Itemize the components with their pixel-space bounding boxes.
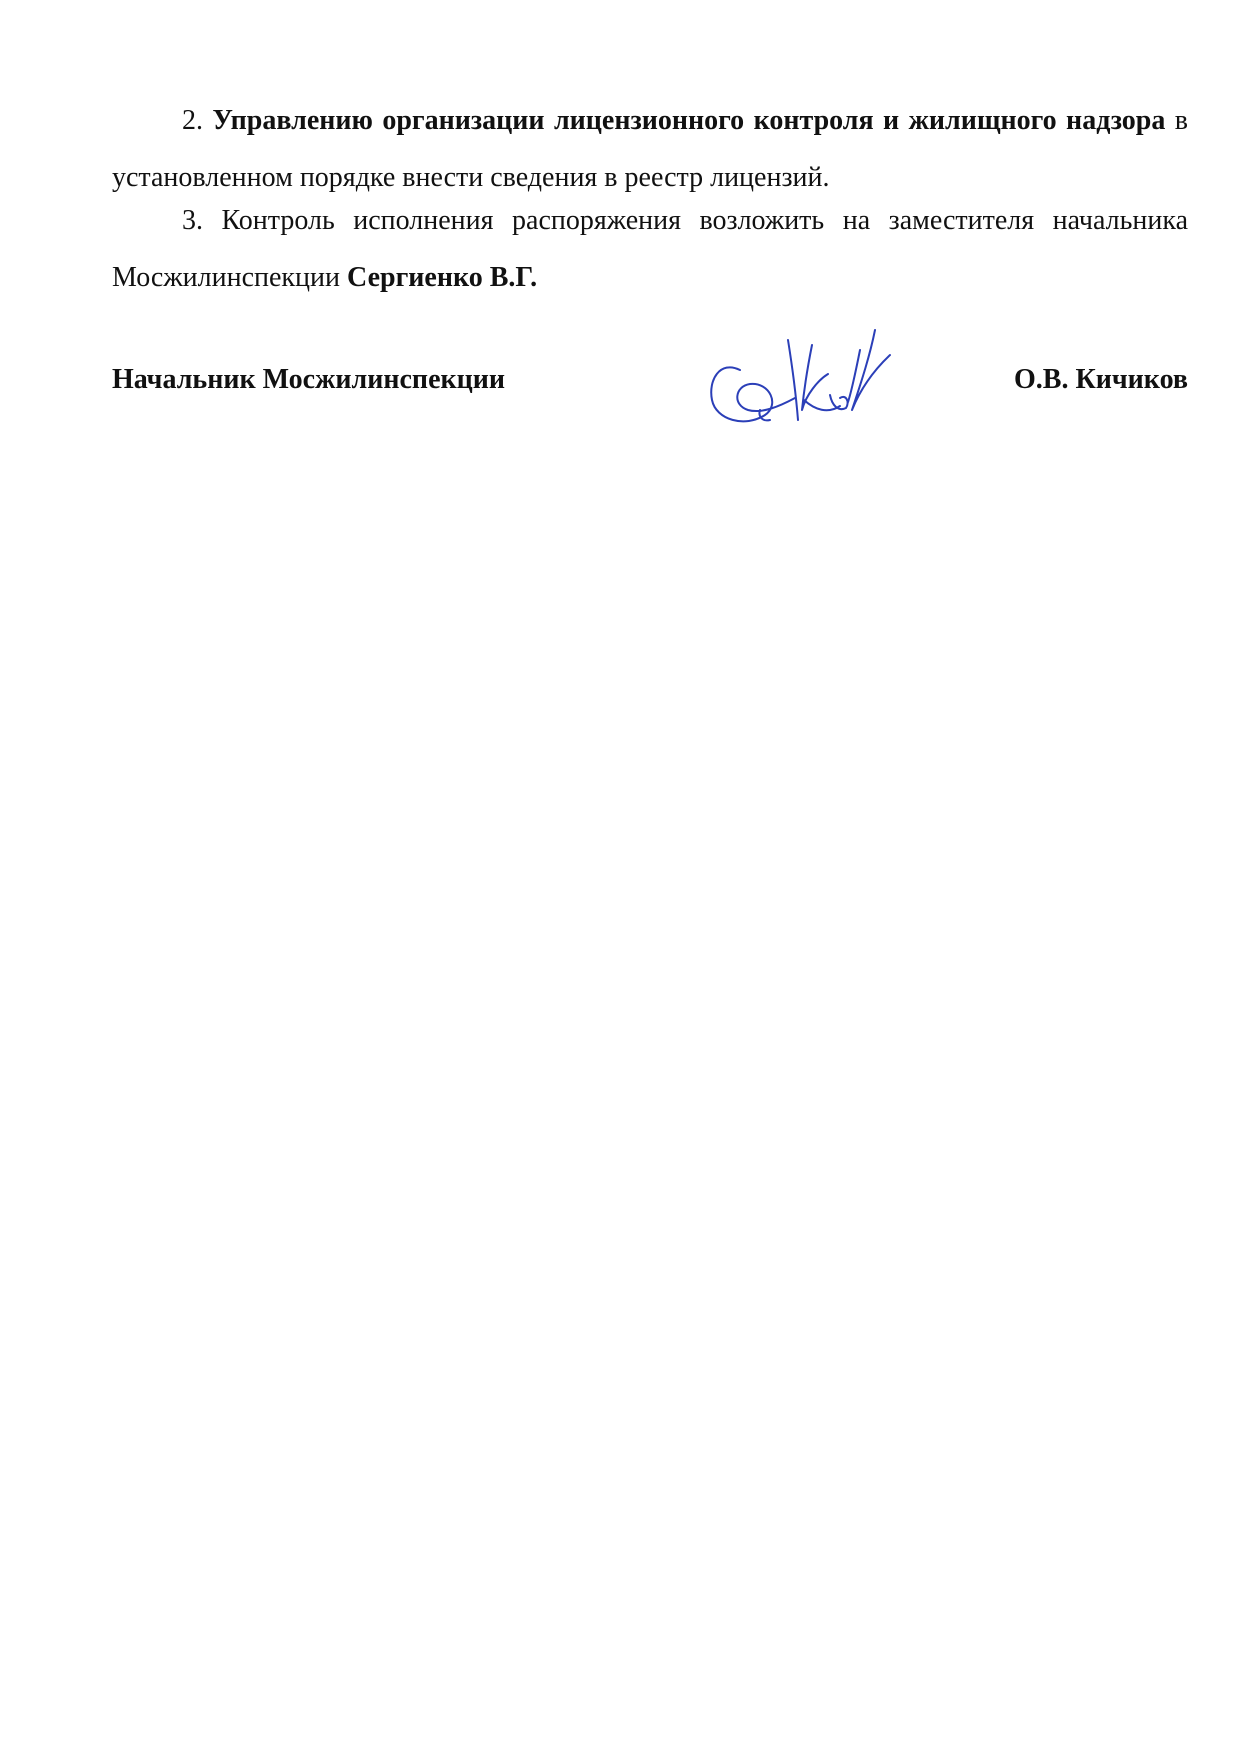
- signatory-position: Начальник Мосжилинспекции: [112, 364, 506, 395]
- paragraph-2-text: в установленном порядке внести сведения в реестр лицензий.: [112, 105, 1188, 193]
- paragraph-2-bold-text: Управлению организации лицензионного контроля и жилищного надзора: [212, 105, 1166, 136]
- paragraph-3: [112, 192, 1188, 306]
- handwritten-signature: [700, 310, 900, 440]
- paragraph-2: [112, 92, 1188, 206]
- paragraph-3-bold-text: Сергиенко В.Г.: [347, 262, 538, 293]
- paragraph-3-text: Контроль исполнения распоряжения возложить на заместителя начальника Мосжилинспекции: [112, 205, 1188, 293]
- signatory-name: О.В. Кичиков: [1013, 364, 1188, 395]
- paragraph-3-number: 3.: [182, 205, 203, 236]
- paragraph-2-number: 2.: [182, 105, 203, 136]
